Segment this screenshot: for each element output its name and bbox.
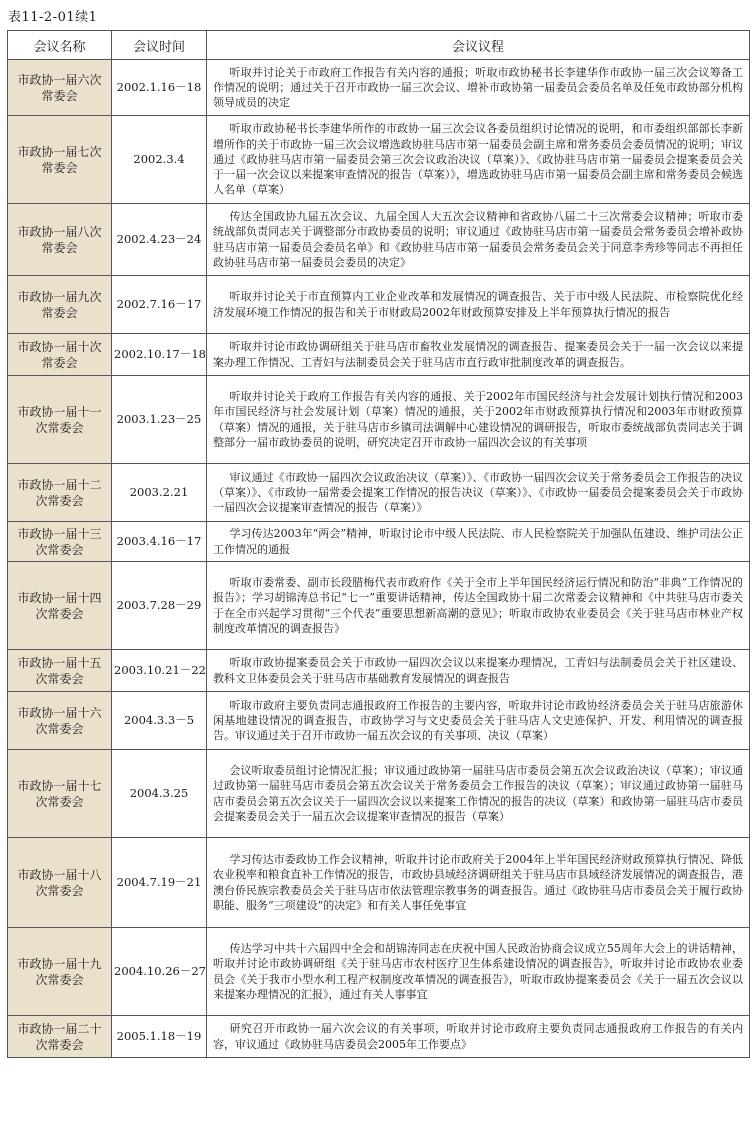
meeting-name: 市政协一届十六次常委会: [8, 692, 112, 750]
meeting-agenda: 听取市委常委、副市长段腊梅代表市政府作《关于全市上半年国民经济运行情况和防治“非典”工作情况的报告》；学习胡锦涛总书记“七一”重要讲话精神，传达全国政协十届二次常委会议精神和《中共驻马店市委关于在全市兴起学习贯彻“三个代表”重要思想新高潮的意见》；听取市政协农业委员会《关于驻马店市林业产权制度改革情况的调查报告》: [207, 562, 750, 650]
header-row: [8, 31, 750, 60]
meeting-agenda: 听取并讨论市政协调研组关于驻马店市畜牧业发展情况的调查报告、提案委员会关于一届一次会议以来提案办理工作情况、工青妇与法制委员会关于驻马店市直行政审批制度改革的调查报告。: [207, 334, 750, 376]
meeting-time: 2002.4.23－24: [112, 204, 207, 276]
meeting-agenda: 听取市政协提案委员会关于市政协一届四次会议以来提案办理情况，工青妇与法制委员会关于社区建设、教科文卫体委员会关于驻马店市基础教育发展情况的调查报告: [207, 650, 750, 692]
meeting-agenda: 听取并讨论关于政府工作报告有关内容的通报、关于2002年市国民经济与社会发展计划执行情况和2003年市国民经济与社会发展计划（草案）情况的通报，关于2002年市财政预算执行情况和2003年市财政预算（草案）情况的通报，关于驻马店市乡镇司法调解中心建设情况的调研报告，听取市委统战部负责同志关于调整部分一届市政协委员的说明，研究决定召开市政协一届四次会议的有关事项: [207, 376, 750, 464]
meeting-time: 2003.7.28－29: [112, 562, 207, 650]
meeting-agenda: 学习传达市委政协工作会议精神，听取并讨论市政府关于2004年上半年国民经济财政预算执行情况、降低农业税率和粮食直补工作情况的报告，市政协县域经济调研组关于驻马店市县域经济发展情况的调查报告，港澳台侨民族宗教委员会关于驻马店市依法管理宗教事务的调查报告。通过《政协驻马店市委员会关于履行政协职能、服务“三项建设”的决定》和有关人事任免事宜: [207, 838, 750, 928]
meeting-time: 2003.10.21－22: [112, 650, 207, 692]
meeting-name: 市政协一届七次常委会: [8, 116, 112, 204]
table-caption: 表11-2-01续1: [8, 10, 98, 25]
meeting-name: 市政协一届十五次常委会: [8, 650, 112, 692]
table-row: [8, 334, 750, 376]
meeting-table: [7, 30, 750, 1058]
meeting-time: 2002.3.4: [112, 116, 207, 204]
table-row: [8, 1016, 750, 1058]
meeting-agenda: 传达学习中共十六届四中全会和胡锦涛同志在庆祝中国人民政治协商会议成立55周年大会上的讲话精神，听取并讨论市政协调研组《关于驻马店市农村医疗卫生体系建设情况的调查报告》，听取并讨论市政协农业委员会《关于我市小型水利工程产权制度改革情况的调查报告》，听取市政协提案委员会《关于一届五次会议以来提案办理情况的汇报》，通过有关人事事宜: [207, 928, 750, 1016]
header-time: 会议时间: [112, 31, 207, 60]
table-row: [8, 838, 750, 928]
table-row: [8, 928, 750, 1016]
header-agenda: 会议议程: [207, 31, 750, 60]
meeting-name: 市政协一届十二次常委会: [8, 464, 112, 522]
meeting-name: 市政协一届十九次常委会: [8, 928, 112, 1016]
meeting-agenda: 审议通过《市政协一届四次会议政治决议（草案）》、《市政协一届四次会议关于常务委员会工作报告的决议（草案）》、《市政协一届常委会提案工作情况的报告决议（草案）》、《市政协一届委员会提案委员会关于市政协一届四次会议提案审查情况的报告（草案）》: [207, 464, 750, 522]
meeting-time: 2002.10.17－18: [112, 334, 207, 376]
meeting-agenda: 学习传达2003年“两会”精神，听取讨论市中级人民法院、市人民检察院关于加强队伍建设、维护司法公正工作情况的通报: [207, 522, 750, 562]
meeting-name: 市政协一届十三次常委会: [8, 522, 112, 562]
table-row: [8, 562, 750, 650]
meeting-time: 2004.3.3－5: [112, 692, 207, 750]
meeting-agenda: 传达全国政协九届五次会议、九届全国人大五次会议精神和省政协八届二十三次常委会议精神；听取市委统战部负责同志关于调整部分市政协委员的说明；审议通过《政协驻马店市第一届委员会常务委员会增补政协驻马店市第一届委员会委员名单》和《政协驻马店市第一届委员会常务委员会关于同意李秀珍等同志不再担任政协驻马店市第一届委员会委员的决定》: [207, 204, 750, 276]
table-row: [8, 522, 750, 562]
meeting-name: 市政协一届六次常委会: [8, 60, 112, 116]
table-row: [8, 276, 750, 334]
meeting-time: 2004.7.19－21: [112, 838, 207, 928]
meeting-name: 市政协一届十一次常委会: [8, 376, 112, 464]
meeting-time: 2005.1.18－19: [112, 1016, 207, 1058]
header-name: 会议名称: [8, 31, 112, 60]
meeting-agenda: 听取并讨论关于市直预算内工业企业改革和发展情况的调查报告、关于市中级人民法院、市检察院优化经济发展环境工作情况的报告和关于市财政局2002年财政预算安排及上半年预算执行情况的报告: [207, 276, 750, 334]
meeting-time: 2003.2.21: [112, 464, 207, 522]
table-row: [8, 650, 750, 692]
meeting-time: 2004.10.26－27: [112, 928, 207, 1016]
table-row: [8, 116, 750, 204]
meeting-time: 2003.4.16－17: [112, 522, 207, 562]
meeting-name: 市政协一届十八次常委会: [8, 838, 112, 928]
meeting-name: 市政协一届十七次常委会: [8, 750, 112, 838]
table-row: [8, 60, 750, 116]
meeting-agenda: 听取市政府主要负责同志通报政府工作报告的主要内容，听取并讨论市政协经济委员会关于驻马店旅游休闲基地建设情况的调查报告，市政协学习与文史委员会关于驻马店人文史迹保护、开发、利用情况的调查报告。审议通过关于召开市政协一届五次会议的有关事项、决议（草案）: [207, 692, 750, 750]
meeting-time: 2003.1.23－25: [112, 376, 207, 464]
table-row: [8, 464, 750, 522]
meeting-name: 市政协一届十四次常委会: [8, 562, 112, 650]
meeting-time: 2004.3.25: [112, 750, 207, 838]
meeting-name: 市政协一届九次常委会: [8, 276, 112, 334]
table-row: [8, 692, 750, 750]
meeting-agenda: 听取市政协秘书长李建华所作的市政协一届三次会议各委员组织讨论情况的说明，和市委组织部部长李新增所作的关于市政协一届三次会议增选政协驻马店市第一届委员会副主席和常务委员会委员情况的说明；审议通过《政协驻马店市第一届委员会第三次会议政治决议（草案）》、《政协驻马店市第一届委员会提案委员会关于一届一次会议以来提案审查情况的报告（草案）》，增选政协驻马店市第一届委员会副主席和常务委员会候选人名单（草案）: [207, 116, 750, 204]
meeting-name: 市政协一届二十次常委会: [8, 1016, 112, 1058]
meeting-name: 市政协一届十次常委会: [8, 334, 112, 376]
meeting-time: 2002.1.16－18: [112, 60, 207, 116]
table-row: [8, 376, 750, 464]
table-row: [8, 204, 750, 276]
meeting-agenda: 研究召开市政协一届六次会议的有关事项，听取并讨论市政府主要负责同志通报政府工作报告的有关内容，审议通过《政协驻马店委员会2005年工作要点》: [207, 1016, 750, 1058]
table-row: [8, 750, 750, 838]
meeting-agenda: 听取并讨论关于市政府工作报告有关内容的通报；听取市政协秘书长李建华作市政协一届三次会议筹备工作情况的说明；通过关于召开市政协一届三次会议、增补市政协第一届委员会委员名单及任免市政协部分机构领导成员的决定: [207, 60, 750, 116]
meeting-time: 2002.7.16－17: [112, 276, 207, 334]
meeting-agenda: 会议听取委员组讨论情况汇报；审议通过政协第一届驻马店市委员会第五次会议政治决议（草案）；审议通过政协第一届驻马店市委员会第五次会议关于常务委员会工作报告的决议（草案）；审议通过政协第一届驻马店市委员会第五次会议关于一届四次会议以来提案工作情况的报告的决议（草案）和政协第一届驻马店市委员会提案委员会关于一届五次会议提案审查情况的报告（草案）: [207, 750, 750, 838]
meeting-name: 市政协一届八次常委会: [8, 204, 112, 276]
